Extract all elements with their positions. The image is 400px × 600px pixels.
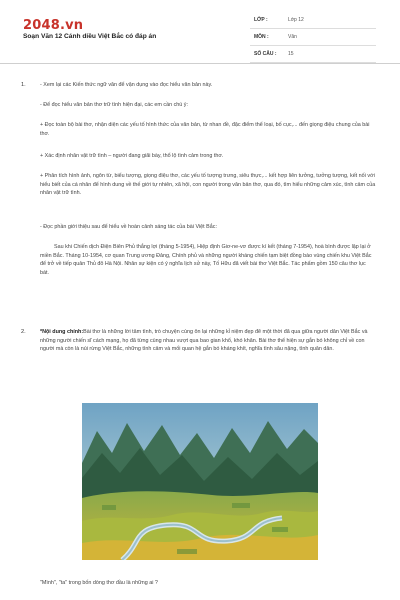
logo-text: 2048 (23, 18, 60, 33)
valley-landscape-image (82, 403, 318, 560)
document-meta-table (250, 12, 376, 63)
meta-label: MÔN : (254, 34, 269, 40)
bold-lead: *Nội dung chính: (40, 329, 84, 335)
brand-logo[interactable] (23, 16, 83, 34)
paragraph-main-content (40, 328, 376, 354)
meta-row-class (250, 12, 376, 29)
section-number-1: 1. (21, 82, 26, 88)
paragraph: - Để đọc hiểu văn bản thơ trữ tình hiện đại, các em cần chú ý: (40, 102, 188, 108)
paragraph: + Đọc toàn bộ bài thơ, nhận diện các yếu tố hình thức của văn bản, từ nhan đề, đặc điểm thể loại, bố cục,... đến giọng điệu chung của bài thơ. (40, 122, 370, 137)
meta-row-subject (250, 29, 376, 46)
paragraph: + Phân tích hình ảnh, ngôn từ, biểu tượng, giọng điệu thơ, các yếu tố tượng trưng, siêu thực,... kết hợp liên tưởng, tưởng tượng, kết nối với hiểu biết của cá nhân để hình dung về thế giới tự nhiên, xã hội, con người trong văn bản thơ, qua đó, tìm hiểu những cảm xúc, tình cảm của nhân vật trữ tình. (40, 173, 376, 197)
meta-value: 15 (288, 51, 294, 57)
paragraph: - Đọc phần giới thiệu sau để hiểu về hoàn cảnh sáng tác của bài Việt Bắc: (40, 224, 217, 230)
illustration-image (82, 403, 318, 560)
header-divider (0, 63, 400, 64)
question-text: "Mình", "ta" trong bốn dòng thơ đầu là những ai ? (40, 580, 158, 586)
meta-label: LỚP : (254, 17, 268, 23)
paragraph-text: Bài thơ là những lời tâm tình, trò chuyện cùng ôn lại những kỉ niệm đẹp đẽ một thời đã qua giữa người dân Việt Bắc và những người chiến sĩ cách mạng, họ đã từng cùng nhau vượt qua bao gian khổ, khó khăn. Bài thơ thể hiện sự gắn bó không chỉ về con người mà còn là núi rừng Việt Bắc, những tình cảm và mối quan hệ gắn bó kháng khít, nghĩa tình sâu nặng, tình quân dân. (40, 329, 368, 353)
paragraph: + Xác định nhân vật trữ tình – người đang giãi bày, thổ lộ tình cảm trong thơ. (40, 153, 224, 159)
meta-row-question-count (250, 46, 376, 63)
meta-value: Văn (288, 34, 297, 40)
paragraph: - Xem lại các Kiến thức ngữ văn để vận dụng vào đọc hiểu văn bản này. (40, 82, 213, 88)
document-title: Soạn Văn 12 Cánh diều Việt Bắc có đáp án (23, 33, 157, 40)
logo-suffix: .vn (59, 18, 84, 33)
meta-label: SỐ CÂU : (254, 51, 277, 57)
section-number-2: 2. (21, 329, 26, 335)
paragraph: Sau khi Chiến dịch Điện Biên Phủ thắng lợi (tháng 5-1954), Hiệp định Giơ-ne-vơ được kí kết (tháng 7-1954), hoà bình được lập lại ở miền Bắc. Tháng 10-1954, cơ quan Trung ương Đảng, Chính phủ và những người kháng chiến tạm biệt đồng bào vùng chiến khu Việt Bắc để trở về tiếp quản Thủ đô Hà Nội. Nhân sự kiện có ý nghĩa lịch sử này, Tố Hữu đã viết bài thơ Việt Bắc. Tác phẩm gồm 150 câu thơ lục bát. (40, 244, 372, 276)
meta-value: Lớp 12 (288, 17, 304, 23)
